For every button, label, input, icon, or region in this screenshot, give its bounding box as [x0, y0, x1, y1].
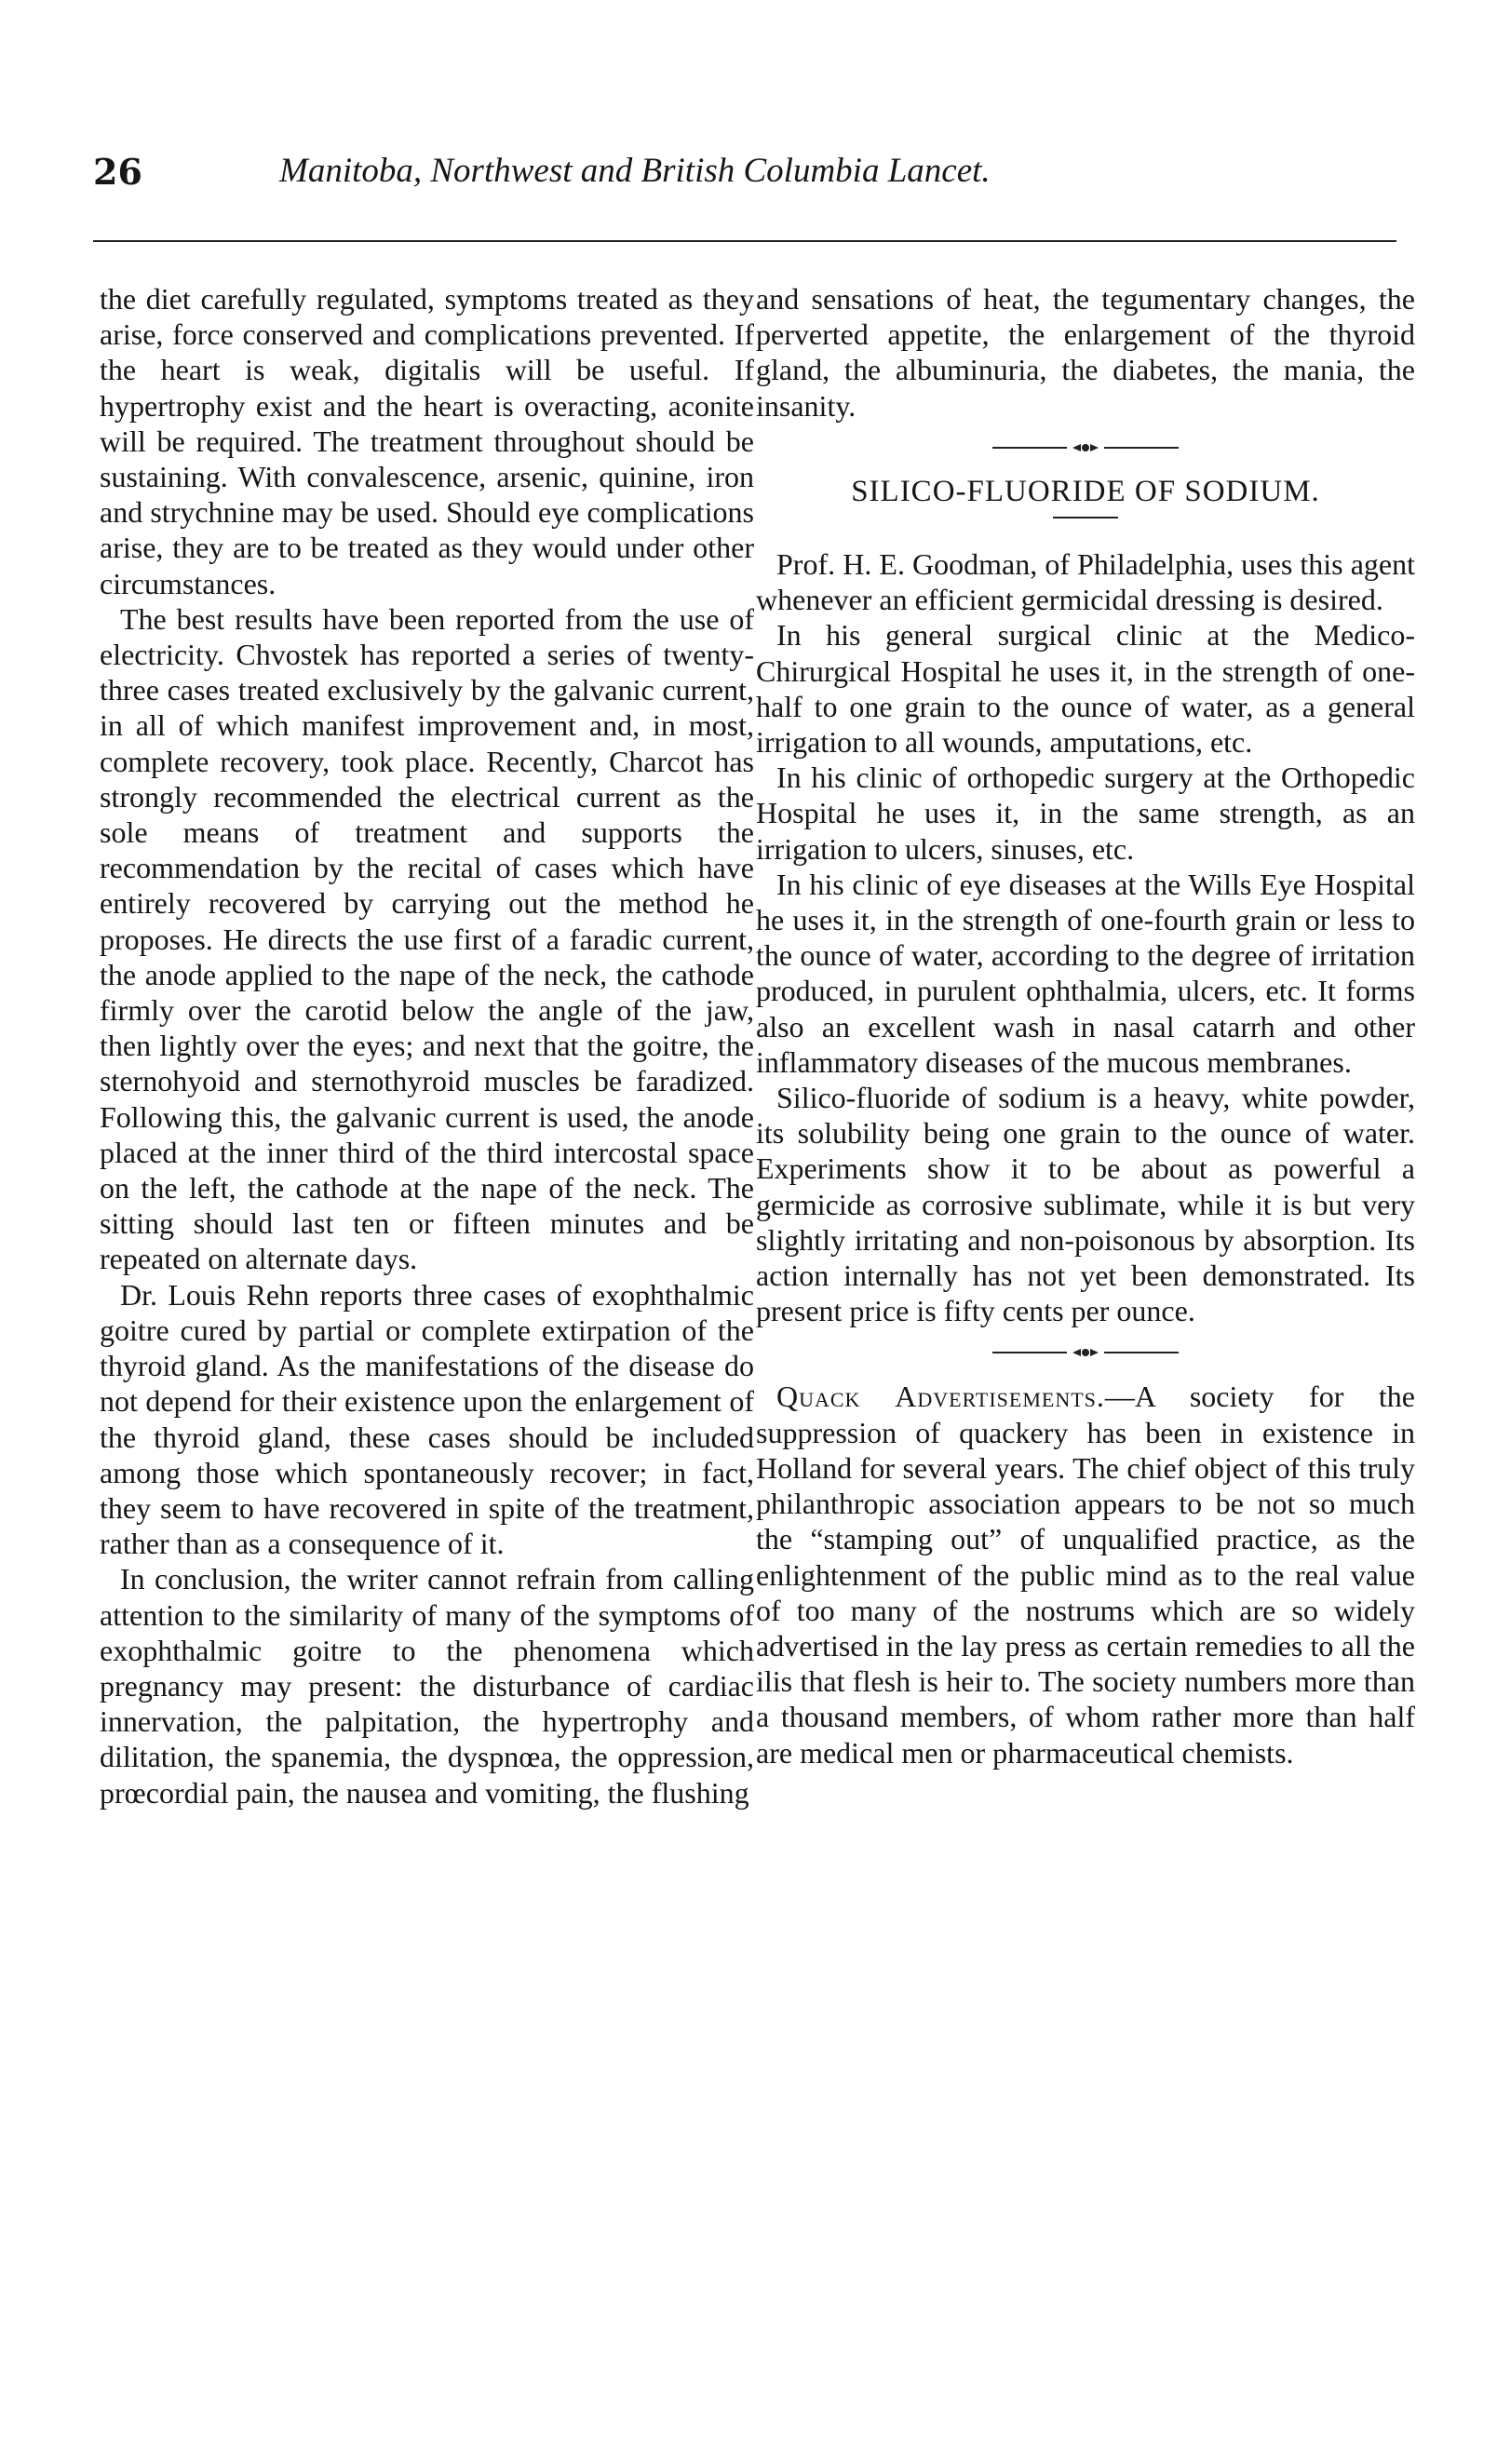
paragraph-text: —A society for the suppression of quackery has been in existence in Holland for several years. The chief object of this truly philanthropic association appears to be not so much the “stamping out” of unqualified practice, as the enlightenment of the public mind as to the real value of too many of the nostrums which are so widely advertised in the lay press as certain remedies to all the ilis that flesh is heir to. The society numbers more than a thousand members, of whom rather more than half are medical men or pharmaceutical chemists. — [756, 1380, 1415, 1770]
paragraph: Silico-fluoride of sodium is a heavy, white powder, its solubility being one grain to the ounce of water. Experiments show it to be about as powerful a germicide as corrosive sublimate, while it is but very slightly irritating and non-poisonous by absorption. Its action internally has not yet been demonstrated. Its present price is fifty cents per ounce. — [756, 1081, 1415, 1328]
paragraph: In his clinic of orthopedic surgery at the Orthopedic Hospital he uses it, in the same strength, as an irrigation to ulcers, sinuses, etc. — [756, 761, 1415, 866]
section-title: SILICO-FLUORIDE OF SODIUM. — [851, 474, 1320, 508]
right-column — [756, 281, 1415, 2366]
header-rule — [93, 240, 1396, 242]
paragraph: The best results have been reported from the use of electricity. Chvostek has reported a series of twenty-three cases treated exclusively by the galvanic current, in all of which manifest improvement and, in most, complete recovery, took place. Recently, Charcot has strongly recommended the electrical current as the sole means of treatment and supports the recommendation by the recital of cases which have entirely recovered by carrying out the method he proposes. He directs the use first of a faradic current, the anode applied to the nape of the neck, the cathode firmly over the carotid below the angle of the jaw, then lightly over the eyes; and next that the goitre, the sternohyoid and sternothyroid muscles be faradized. Following this, the galvanic current is used, the anode placed at the inner third of the third intercostal space on the left, the cathode at the nape of the neck. The sitting should last ten or fifteen minutes and be repeated on alternate days. — [100, 601, 754, 1276]
page-number: 26 — [93, 151, 142, 193]
paragraph: In his clinic of eye diseases at the Wills Eye Hospital he uses it, in the strength of one-fourth grain or less to the ounce of water, according to the degree of irritation produced, in purulent ophthalmia, ulcers, etc. It forms also an excellent wash in nasal catarrh and other inflammatory diseases of the mucous membranes. — [756, 867, 1415, 1079]
page-header — [93, 151, 1396, 216]
paragraph: the diet carefully regulated, symptoms treated as they arise, force conserved and complications prevented. If the heart is weak, digitalis will be useful. If hypertrophy exist and the heart is overacting, aconite will be required. The treatment throughout should be sustaining. With convalescence, arsenic, quinine, iron and strychnine may be used. Should eye complications arise, they are to be treated as they would under other circumstances. — [100, 282, 754, 600]
ornament-divider — [899, 1347, 1272, 1358]
short-rule — [1053, 517, 1118, 518]
ornament-divider — [899, 442, 1272, 453]
running-title: Manitoba, Northwest and British Columbia Lancet. — [279, 152, 991, 190]
left-column — [100, 281, 754, 2366]
run-in-heading: Quack Advertisements. — [776, 1380, 1105, 1414]
paragraph: Dr. Louis Rehn reports three cases of exophthalmic goitre cured by partial or complete extirpation of the thyroid gland. As the manifestations of the disease do not depend for their existence upon the enlargement of the thyroid gland, these cases should be included among those which spontaneously recover; in fact, they seem to have recovered in spite of the treatment, rather than as a consequence of it. — [100, 1277, 754, 1561]
paragraph: In his general surgical clinic at the Medico-Chirurgical Hospital he uses it, in the strength of one-half to one grain to the ounce of water, as a general irrigation to all wounds, amputations, etc. — [756, 618, 1415, 760]
paragraph: Prof. H. E. Goodman, of Philadelphia, uses this agent whenever an efficient germicidal dressing is desired. — [756, 547, 1415, 617]
paragraph: and sensations of heat, the tegumentary changes, the perverted appetite, the enlargement of the thyroid gland, the albuminuria, the diabetes, the mania, the insanity. — [756, 282, 1415, 423]
paragraph — [756, 1379, 1415, 1770]
paragraph: In conclusion, the writer cannot refrain from calling attention to the similarity of many of the symptoms of exophthalmic goitre to the phenomena which pregnancy may present: the disturbance of cardiac innervation, the palpitation, the hypertrophy and dilitation, the spanemia, the dyspnœa, the oppression, prœcordial pain, the nausea and vomiting, the flushing — [100, 1562, 754, 1810]
